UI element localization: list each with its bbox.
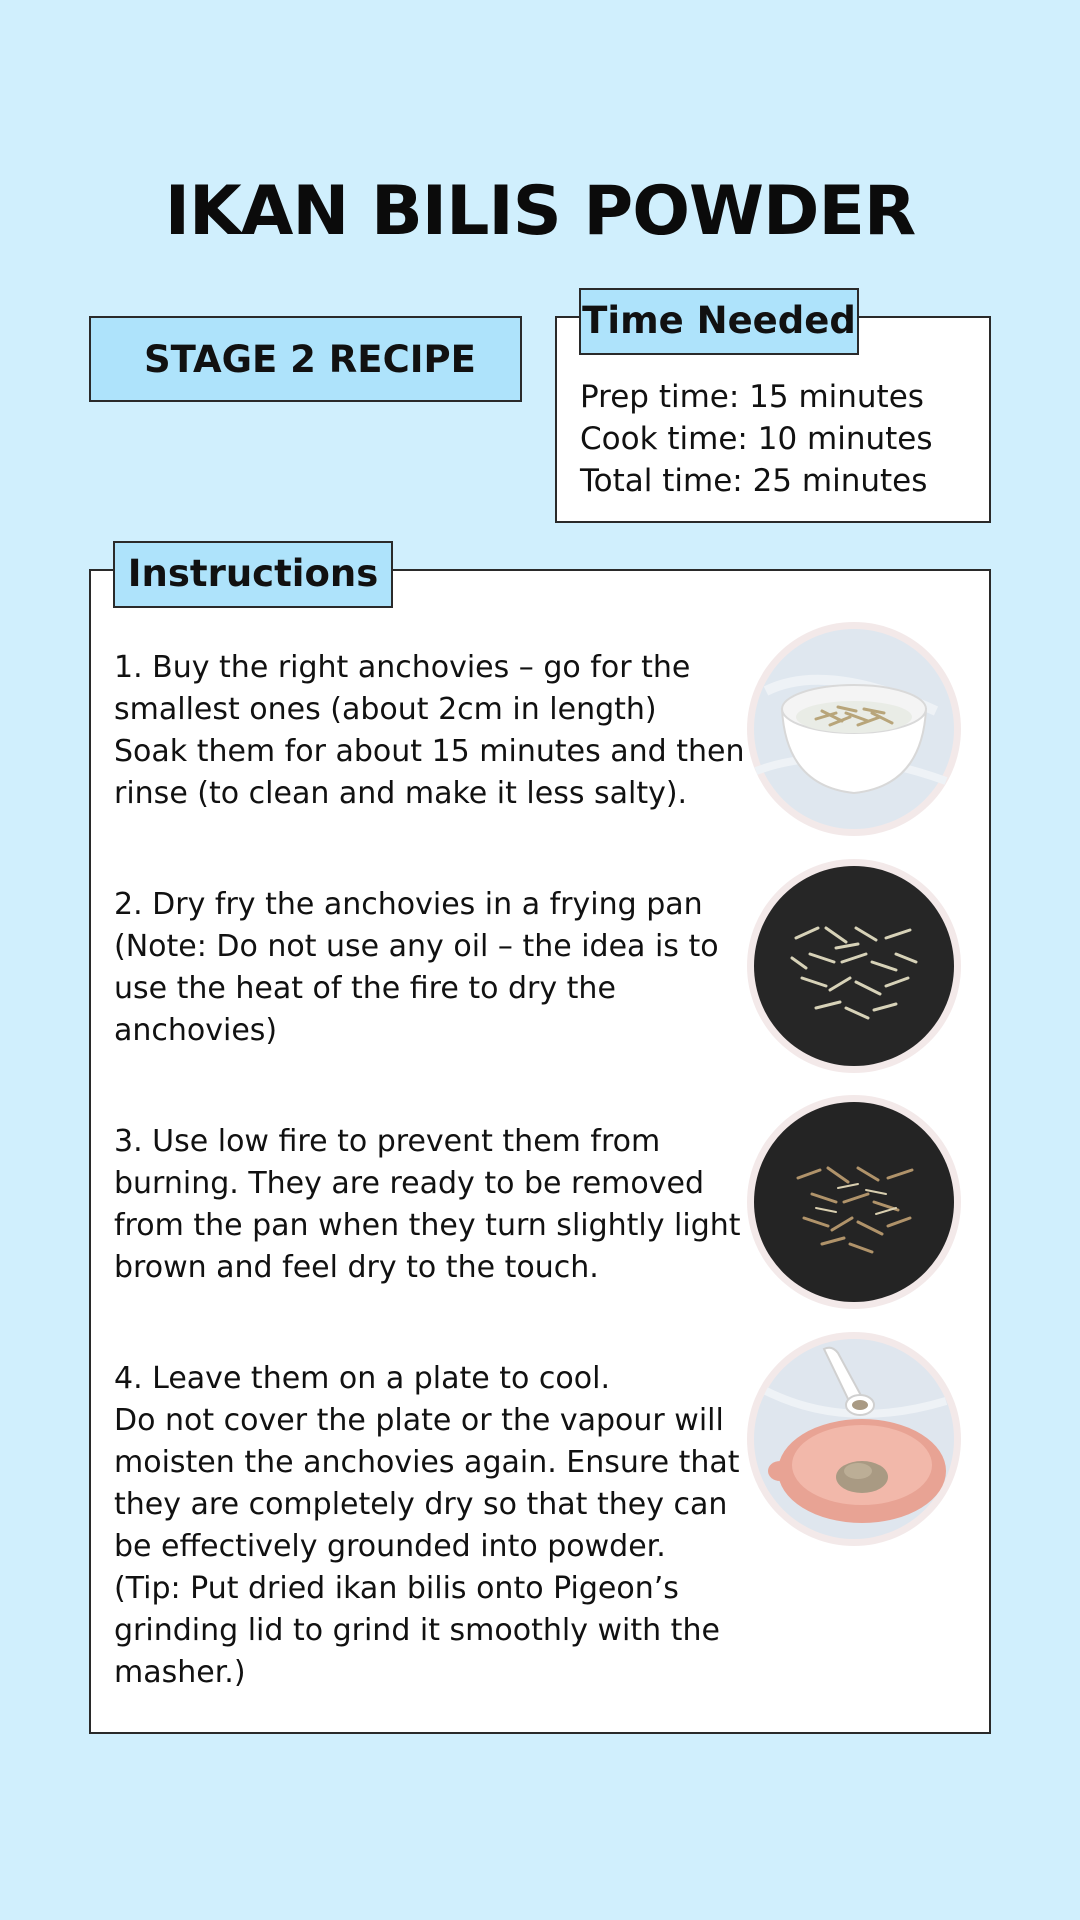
anchovies-bowl-photo-icon <box>746 621 962 837</box>
step-text-line: smallest ones (about 2cm in length) <box>114 692 657 727</box>
powder-bowl-photo-icon <box>746 1331 962 1547</box>
stage-label: STAGE 2 RECIPE <box>144 338 476 381</box>
step-text-line: be effectively grounded into powder. <box>114 1529 666 1564</box>
instructions-heading: Instructions <box>113 541 393 608</box>
step-text-line: burning. They are ready to be removed <box>114 1166 704 1201</box>
time-needed-heading: Time Needed <box>579 288 859 355</box>
step-text-line: from the pan when they turn slightly light <box>114 1208 741 1243</box>
step-text-line: they are completely dry so that they can <box>114 1487 728 1522</box>
cook-time: Cook time: 10 minutes <box>580 421 933 457</box>
browned-anchovies-photo-icon <box>746 1094 962 1310</box>
step-text-line: 4. Leave them on a plate to cool. <box>114 1361 610 1396</box>
step-text-line: masher.) <box>114 1655 246 1690</box>
step-text-line: 1. Buy the right anchovies – go for the <box>114 650 691 685</box>
step-text-line: 3. Use low fire to prevent them from <box>114 1124 661 1159</box>
instruction-step-1 <box>114 647 745 815</box>
step-text-line: rinse (to clean and make it less salty). <box>114 776 688 811</box>
step-text-line: grinding lid to grind it smoothly with the <box>114 1613 720 1648</box>
instruction-step-4 <box>114 1358 740 1694</box>
step-text-line: moisten the anchovies again. Ensure that <box>114 1445 740 1480</box>
step-text-line: (Note: Do not use any oil – the idea is to <box>114 929 719 964</box>
step-text-line: (Tip: Put dried ikan bilis onto Pigeon’s <box>114 1571 679 1606</box>
step-text-line: brown and feel dry to the touch. <box>114 1250 599 1285</box>
prep-time: Prep time: 15 minutes <box>580 379 924 415</box>
frying-pan-photo-icon <box>746 858 962 1074</box>
step-text-line: 2. Dry fry the anchovies in a frying pan <box>114 887 703 922</box>
step-text-line: anchovies) <box>114 1013 278 1048</box>
step-text-line: Do not cover the plate or the vapour will <box>114 1403 724 1438</box>
step-text-line: use the heat of the fire to dry the <box>114 971 616 1006</box>
page-title: IKAN BILIS POWDER <box>164 172 916 251</box>
stage-badge <box>89 316 522 402</box>
step-text-line: Soak them for about 15 minutes and then <box>114 734 745 769</box>
time-list <box>580 376 933 502</box>
instruction-step-3 <box>114 1121 741 1289</box>
instruction-step-2 <box>114 884 724 1052</box>
total-time: Total time: 25 minutes <box>580 463 928 499</box>
